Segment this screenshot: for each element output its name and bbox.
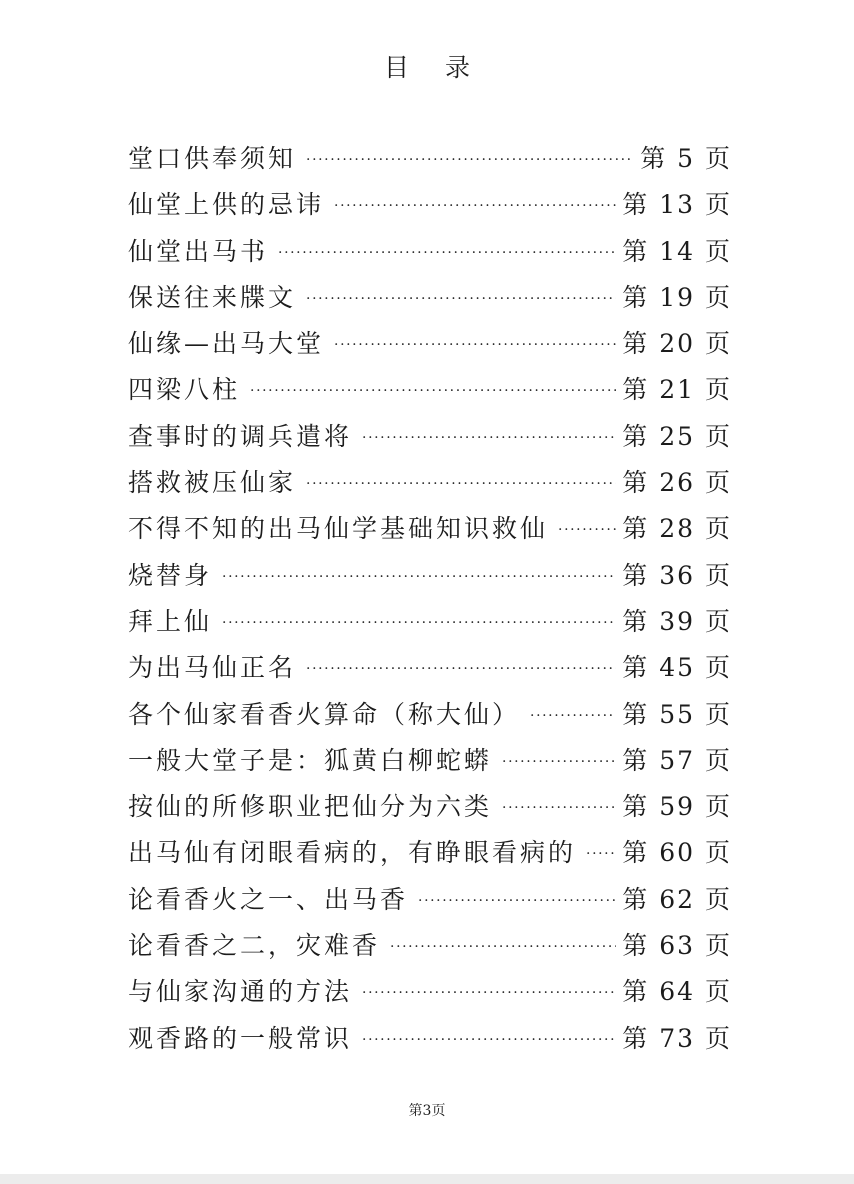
dot-leader [250,368,616,414]
toc-entry-page: 第 57 页 [622,745,732,775]
toc-entry [128,1016,732,1062]
toc-entry-title: 仙堂上供的忌讳 [128,190,325,220]
dot-leader [502,739,616,785]
toc-entry-title: 搭救被压仙家 [128,468,297,498]
toc-entry [128,182,732,228]
toc-entry-title: 与仙家沟通的方法 [128,977,353,1007]
toc-entry [128,136,732,182]
toc-entry [128,414,732,460]
toc-entry-page: 第 20 页 [622,329,732,359]
dot-leader [222,554,616,600]
toc-entry-page: 第 55 页 [622,699,732,729]
toc-entry-title: 查事时的调兵遣将 [128,421,353,451]
toc-entry-title: 堂口供奉须知 [128,144,297,173]
toc-entry-title: 仙缘—出马大堂 [128,329,325,359]
toc-entry [128,784,732,830]
table-of-contents [128,136,732,1062]
toc-entry [128,460,732,506]
toc-entry [128,599,732,645]
toc-entry-page: 第 73 页 [622,1023,732,1053]
dot-leader [530,693,616,739]
toc-entry-page: 第 14 页 [622,236,732,266]
toc-entry [128,923,732,969]
dot-leader [306,276,616,322]
toc-entry-title: 四梁八柱 [128,375,241,405]
toc-entry [128,367,732,413]
dot-leader [334,322,616,368]
toc-entry-title: 出马仙有闭眼看病的，有睁眼看病的 [128,838,577,868]
dot-leader [558,507,616,553]
dot-leader [362,415,616,461]
toc-entry [128,553,732,599]
bottom-edge-band [0,1174,854,1184]
dot-leader [222,600,616,646]
toc-entry-title: 保送往来牒文 [128,282,297,312]
toc-entry-title: 各个仙家看香火算命（称大仙） [128,699,521,729]
toc-entry-title: 为出马仙正名 [128,653,297,683]
toc-entry-title: 一般大堂子是：狐黄白柳蛇蟒 [128,745,493,775]
toc-entry-title: 观香路的一般常识 [128,1023,353,1053]
toc-entry [128,692,732,738]
toc-entry-page: 第 63 页 [622,931,732,961]
toc-entry-title: 不得不知的出马仙学基础知识救仙 [128,514,549,544]
dot-leader [278,230,616,276]
toc-entry-page: 第 13 页 [622,190,732,220]
page-number-footer: 第3页 [408,1103,446,1119]
toc-entry [128,275,732,321]
toc-entry-page: 第 36 页 [622,560,732,590]
toc-entry [128,877,732,923]
dot-leader [586,831,616,877]
toc-entry-page: 第 5 页 [640,144,732,173]
toc-entry [128,506,732,552]
dot-leader [334,183,616,229]
toc-entry [128,645,732,691]
toc-entry-title: 仙堂出马书 [128,236,269,266]
toc-entry [128,969,732,1015]
toc-entry-page: 第 45 页 [622,653,732,683]
dot-leader [362,1017,616,1063]
toc-entry-page: 第 21 页 [622,375,732,405]
toc-entry [128,321,732,367]
toc-entry-page: 第 62 页 [622,884,732,914]
toc-entry-page: 第 59 页 [622,792,732,822]
dot-leader [306,646,616,692]
dot-leader [418,878,616,924]
toc-entry-title: 按仙的所修职业把仙分为六类 [128,792,493,822]
page-title: 目 录 [384,53,484,82]
toc-entry-page: 第 28 页 [622,514,732,544]
toc-entry-page: 第 64 页 [622,977,732,1007]
toc-entry-page: 第 39 页 [622,606,732,636]
toc-entry-title: 论看香火之一、出马香 [128,884,409,914]
toc-entry [128,229,732,275]
toc-entry-page: 第 60 页 [622,838,732,868]
dot-leader [306,137,634,183]
dot-leader [502,785,616,831]
toc-entry-title: 拜上仙 [128,606,213,636]
toc-entry-page: 第 26 页 [622,468,732,498]
toc-entry [128,738,732,784]
toc-entry-title: 论看香之二，灾难香 [128,931,381,961]
toc-entry-title: 烧替身 [128,560,213,590]
toc-entry-page: 第 25 页 [622,421,732,451]
dot-leader [306,461,616,507]
dot-leader [362,970,616,1016]
toc-entry-page: 第 19 页 [622,282,732,312]
dot-leader [390,924,616,970]
toc-entry [128,830,732,876]
